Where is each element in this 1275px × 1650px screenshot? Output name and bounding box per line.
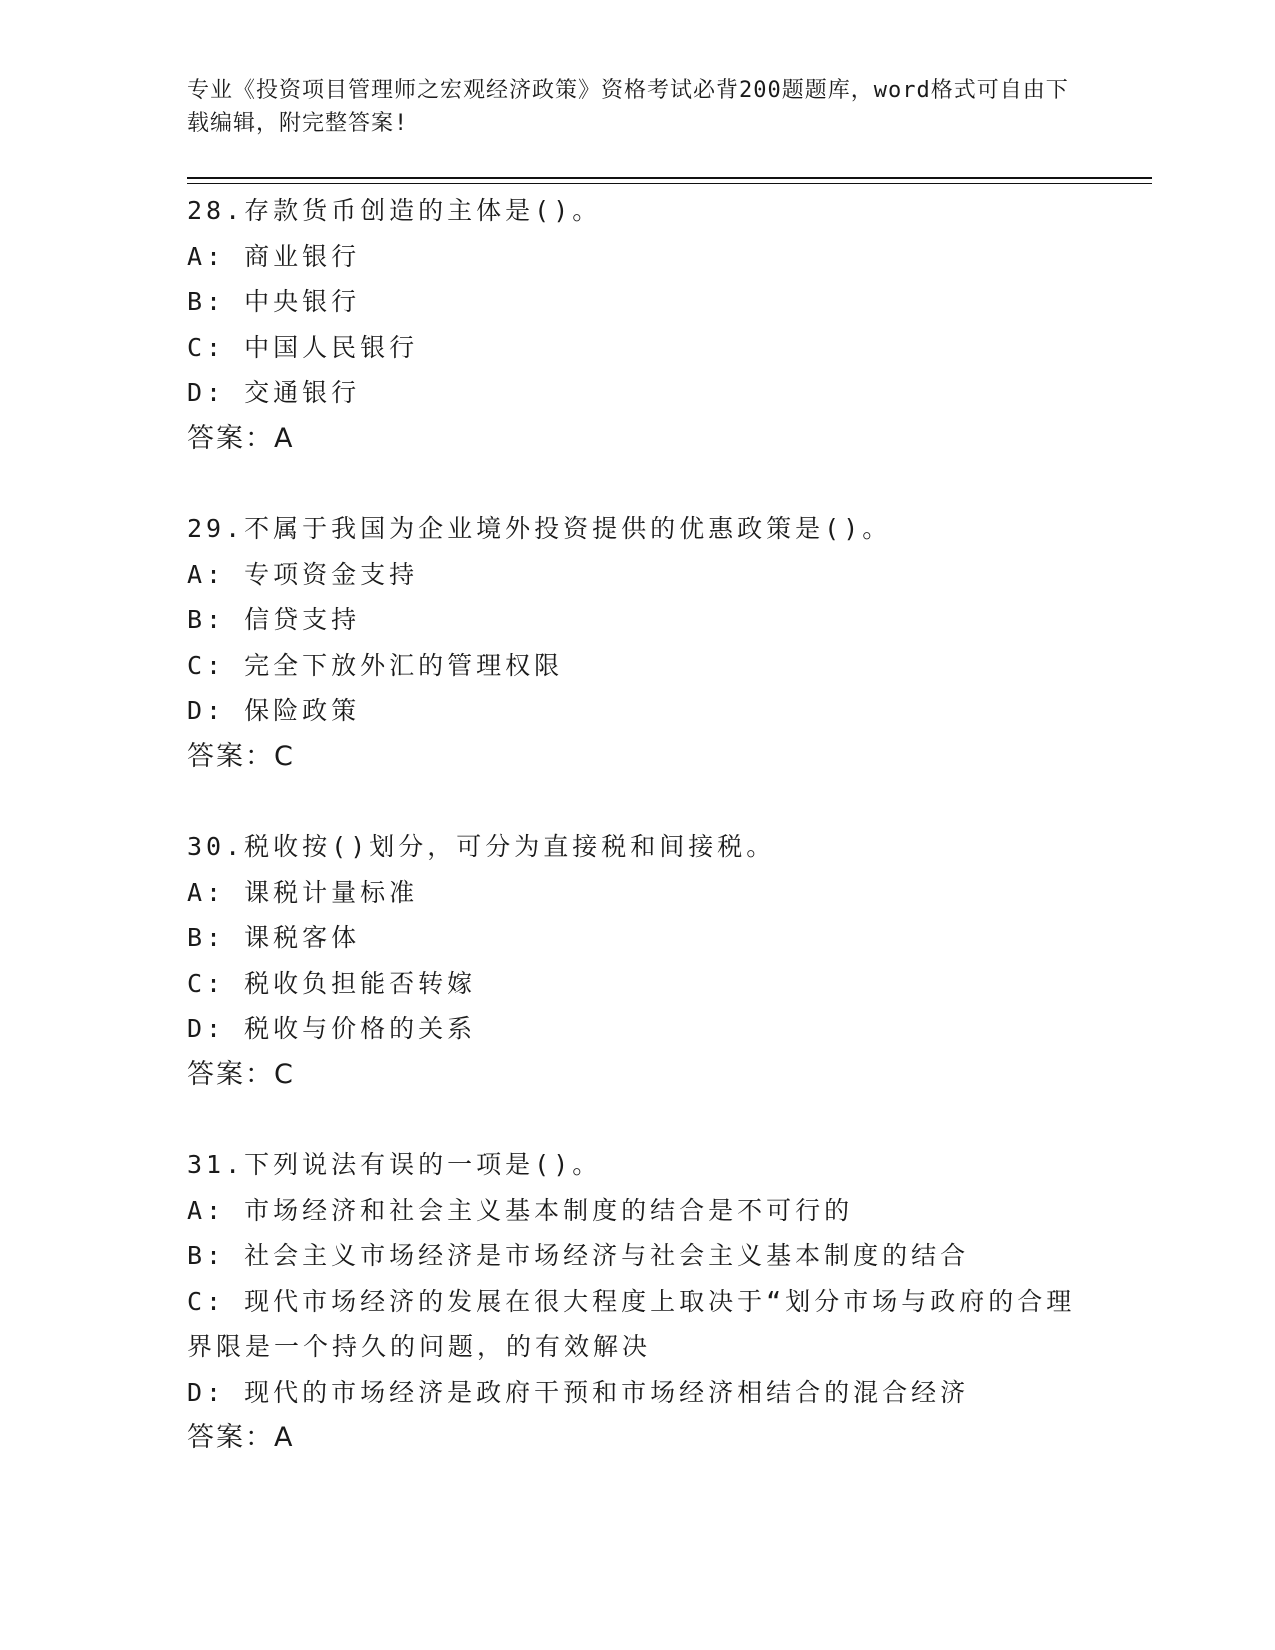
option-a: A: 市场经济和社会主义基本制度的结合是不可行的 [187,1195,854,1225]
header-divider-thin [187,183,1152,184]
option-b: B: 信贷支持 [187,605,361,634]
question-28 [187,188,1152,461]
header-divider-thick [187,177,1152,179]
option-c: C: 中国人民银行 [187,332,419,362]
question-stem: 30.税收按()划分，可分为直接税和间接税。 [187,832,776,861]
question-29 [187,506,1152,779]
option-a: A: 商业银行 [187,241,361,271]
question-30 [187,824,1152,1097]
option-c: C: 税收负担能否转嫁 [187,968,477,998]
option-d: D: 税收与价格的关系 [187,1014,477,1043]
answer: 答案：A [187,1422,295,1453]
option-c: C: 完全下放外汇的管理权限 [187,650,564,680]
question-31 [187,1142,1152,1461]
option-b: B: 课税客体 [187,923,361,952]
answer: 答案：C [187,1058,295,1090]
option-d: D: 交通银行 [187,378,361,407]
question-list [187,188,1152,1506]
answer: 答案：C [187,740,295,772]
document-header: 专业《投资项目管理师之宏观经济政策》资格考试必背200题题库，word格式可自由下载编辑，附完整答案! [187,78,1069,136]
option-b: B: 中央银行 [187,287,361,316]
option-c: C: 现代市场经济的发展在很大程度上取决于“划分市场与政府的合理界限是一个持久的问题，的有效解决 [187,1286,1076,1361]
option-a: A: 课税计量标准 [187,877,419,907]
answer: 答案：A [187,422,295,454]
question-stem: 28.存款货币创造的主体是()。 [187,196,602,225]
question-stem: 29.不属于我国为企业境外投资提供的优惠政策是()。 [187,514,892,543]
option-a: A: 专项资金支持 [187,559,419,589]
question-stem: 31.下列说法有误的一项是()。 [187,1150,602,1179]
option-b: B: 社会主义市场经济是市场经济与社会主义基本制度的结合 [187,1241,970,1270]
option-d: D: 现代的市场经济是政府干预和市场经济相结合的混合经济 [187,1377,970,1407]
option-d: D: 保险政策 [187,696,361,725]
